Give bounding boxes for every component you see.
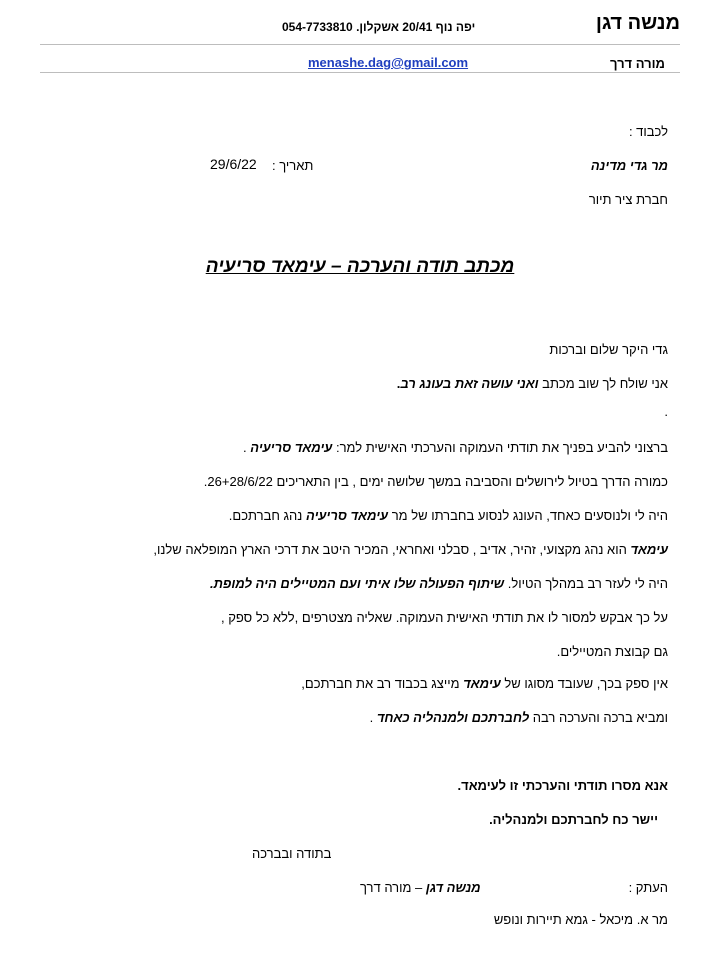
body-line-3 [243, 440, 668, 455]
recipient-name: מר גדי מדינה [590, 158, 668, 173]
body-line-4: כמורה הדרך בטיול לירושלים והסביבה במשך שלושה ימים , בין התאריכים 26+28/6/22. [203, 474, 668, 489]
closing-line-2: יישר כח לחברתכם ולמנהליה. [489, 812, 658, 827]
signature-name: מנשה דגן [425, 880, 481, 895]
body-line-3-end: . [242, 440, 251, 455]
date-label: תאריך : [272, 158, 314, 173]
header-divider-2 [40, 72, 680, 73]
body-line-7-emphasis: שיתוף הפעולה שלו איתי ועם המטיילים היה למופת. [209, 576, 505, 591]
letter-title: מכתב תודה והערכה – עימאד סריעיה [205, 256, 515, 277]
body-line-11-emphasis: לחברתכם ולמנהליה כאחד [376, 710, 530, 725]
body-line-10 [301, 676, 668, 691]
body-line-5-text: היה לי ולנוסעים כאחד, העונג לנסוע בחברתו של מר [388, 508, 668, 523]
body-line-2-text: אני שולח לך שוב מכתב [538, 376, 668, 391]
body-line-7 [210, 576, 668, 591]
body-line-2-emphasis: ואני עושה זאת בעונג רב [400, 376, 539, 391]
sender-email-link[interactable]: menashe.dag@gmail.com [308, 55, 469, 70]
copy-recipient: מר א. מיכאל - גמא תיירות ונופש [493, 912, 668, 927]
greeting: גדי היקר שלום וברכות [549, 342, 668, 357]
body-line-11 [370, 710, 668, 725]
body-line-10-name: עימאד [463, 676, 501, 691]
body-line-5 [229, 508, 668, 523]
body-line-10-text: אין ספק בכך, שעובד מסוגו של [500, 676, 668, 691]
closing-line-1: אנא מסרו תודתי והערכתי זו לעימאד. [457, 778, 668, 793]
signoff-thanks: בתודה ובברכה [252, 846, 332, 861]
body-line-6-text: הוא נהג מקצועי, זהיר, אדיב , סבלני ואחראי, המכיר היטב את דרכי הארץ המופלאה שלנו, [153, 542, 631, 557]
to-label: לכבוד : [628, 124, 668, 139]
date-value: 29/6/22 [210, 156, 257, 172]
body-line-6-name: עימאד [630, 542, 668, 557]
body-line-11-end: . [369, 710, 377, 725]
sender-address: יפה נוף 20/41 אשקלון. 054-7733810 [282, 20, 476, 34]
body-line-7-text: היה לי לעזר רב במהלך הטיול. [504, 576, 668, 591]
body-line-6 [153, 542, 668, 557]
body-line-10-end: מייצג בכבוד רב את חברתכם, [301, 676, 464, 691]
body-line-8: על כך אבקש למסור לו את תודתי האישית העמוקה. שאליה מצטרפים ,ללא כל ספק , [220, 610, 668, 625]
sender-role: מורה דרך [609, 56, 665, 71]
body-line-5-name: עימאד סריעיה [305, 508, 389, 523]
recipient-company: חברת ציר תיור [588, 192, 668, 207]
copy-label: העתק : [628, 880, 668, 895]
signature-role: – מורה דרך [360, 880, 426, 895]
body-line-2-end: . [396, 376, 401, 391]
body-line-2 [397, 376, 668, 391]
header-divider [40, 44, 680, 45]
body-line-11-text: ומביא ברכה והערכה רבה [529, 710, 668, 725]
body-line-5-end: נהג חברתכם. [228, 508, 306, 523]
sender-name: מנשה דגן [595, 12, 680, 34]
signature-line [360, 880, 481, 895]
body-dot: . [664, 404, 668, 419]
body-line-3-text: ברצוני להביע בפניך את תודתי העמוקה והערכתי האישית למר: [332, 440, 668, 455]
body-line-3-name: עימאד סריעיה [250, 440, 333, 455]
body-line-9: גם קבוצת המטיילים. [556, 644, 668, 659]
